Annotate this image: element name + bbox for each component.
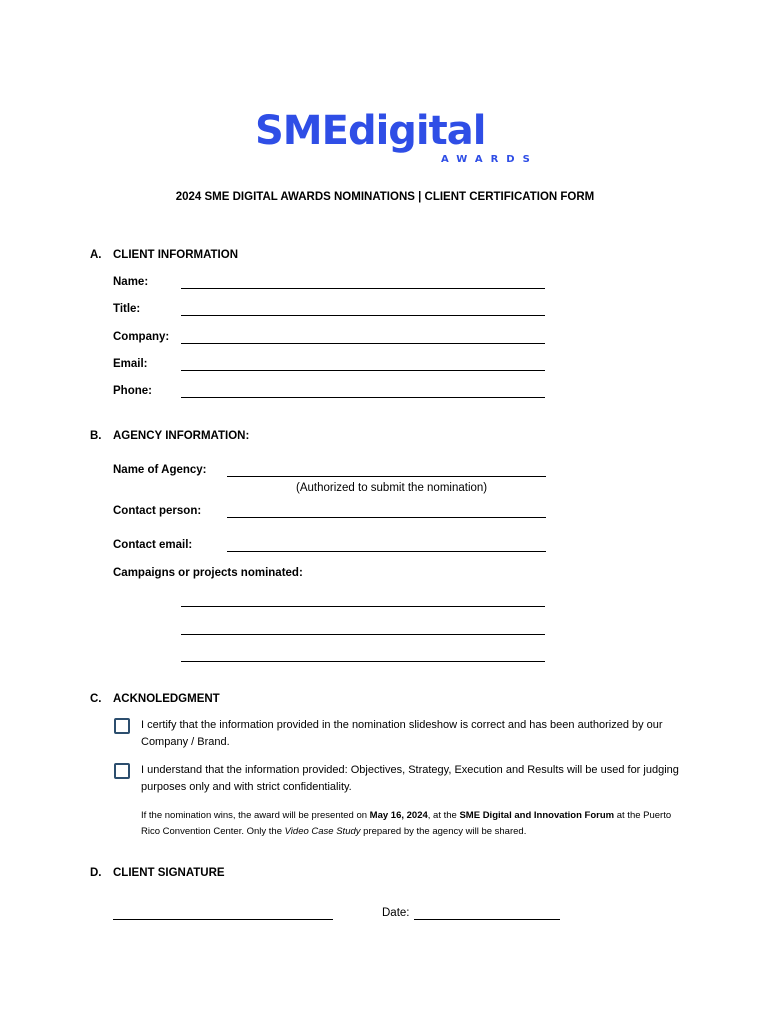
understand-text: I understand that the information provided: Objectives, Strategy, Execution and Results will be used for judging purposes only and with strict confidentiality. xyxy=(141,764,679,793)
certify-text: I certify that the information provided in the nomination slideshow is correct and has been authorized by our Company / Brand. xyxy=(141,719,663,748)
contact-person-field[interactable] xyxy=(227,517,546,518)
contact-email-field[interactable] xyxy=(227,551,546,552)
date-label: Date: xyxy=(382,907,410,919)
contact-person-label: Contact person: xyxy=(113,505,202,517)
agency-name-field[interactable] xyxy=(227,476,546,477)
form-title: 2024 SME DIGITAL AWARDS NOMINATIONS | CLIENT CERTIFICATION FORM xyxy=(175,191,595,203)
phone-field[interactable] xyxy=(181,397,545,398)
contact-email-label: Contact email: xyxy=(113,539,193,551)
understand-checkbox[interactable] xyxy=(114,763,130,779)
name-field[interactable] xyxy=(181,288,545,289)
name-label: Name: xyxy=(113,276,149,288)
section-c-letter: C. xyxy=(90,693,102,705)
company-field[interactable] xyxy=(181,343,545,344)
email-label: Email: xyxy=(113,358,148,370)
logo-subtext: AWARDS xyxy=(441,154,538,165)
title-field[interactable] xyxy=(181,315,545,316)
forum-name: SME Digital and Innovation Forum xyxy=(459,810,615,821)
award-note xyxy=(141,808,686,840)
section-b-letter: B. xyxy=(90,430,102,442)
campaign-line-2[interactable] xyxy=(181,634,545,635)
section-c-heading: ACKNOLEDGMENT xyxy=(113,693,220,705)
video-case-study: Video Case Study xyxy=(284,826,361,837)
section-a-heading: CLIENT INFORMATION xyxy=(113,249,238,261)
section-d-heading: CLIENT SIGNATURE xyxy=(113,867,225,879)
award-date: May 16, 2024 xyxy=(369,810,428,821)
agency-name-label: Name of Agency: xyxy=(113,464,207,476)
section-b-heading: AGENCY INFORMATION: xyxy=(113,430,250,442)
agency-note: (Authorized to submit the nomination) xyxy=(296,482,488,494)
campaign-line-1[interactable] xyxy=(181,606,545,607)
date-field[interactable] xyxy=(414,919,560,920)
email-field[interactable] xyxy=(181,370,545,371)
campaigns-label: Campaigns or projects nominated: xyxy=(113,567,303,579)
section-d-letter: D. xyxy=(90,867,102,879)
logo-graphic xyxy=(255,98,538,168)
award-note-part-1: If the nomination wins, the award will be presented on xyxy=(141,810,370,821)
certify-checkbox[interactable] xyxy=(114,718,130,734)
signature-field[interactable] xyxy=(113,919,333,920)
section-a-letter: A. xyxy=(90,249,102,261)
logo-text: SMEdigital xyxy=(255,108,486,154)
award-note-part-2: , at the xyxy=(427,810,460,821)
award-note-part-4: prepared by the agency will be shared. xyxy=(360,826,527,837)
campaign-line-3[interactable] xyxy=(181,661,545,662)
company-label: Company: xyxy=(113,331,170,343)
title-label: Title: xyxy=(113,303,141,315)
award-note-part-3: at the Puerto Rico Convention Center. Only the xyxy=(141,810,672,837)
phone-label: Phone: xyxy=(113,385,152,397)
